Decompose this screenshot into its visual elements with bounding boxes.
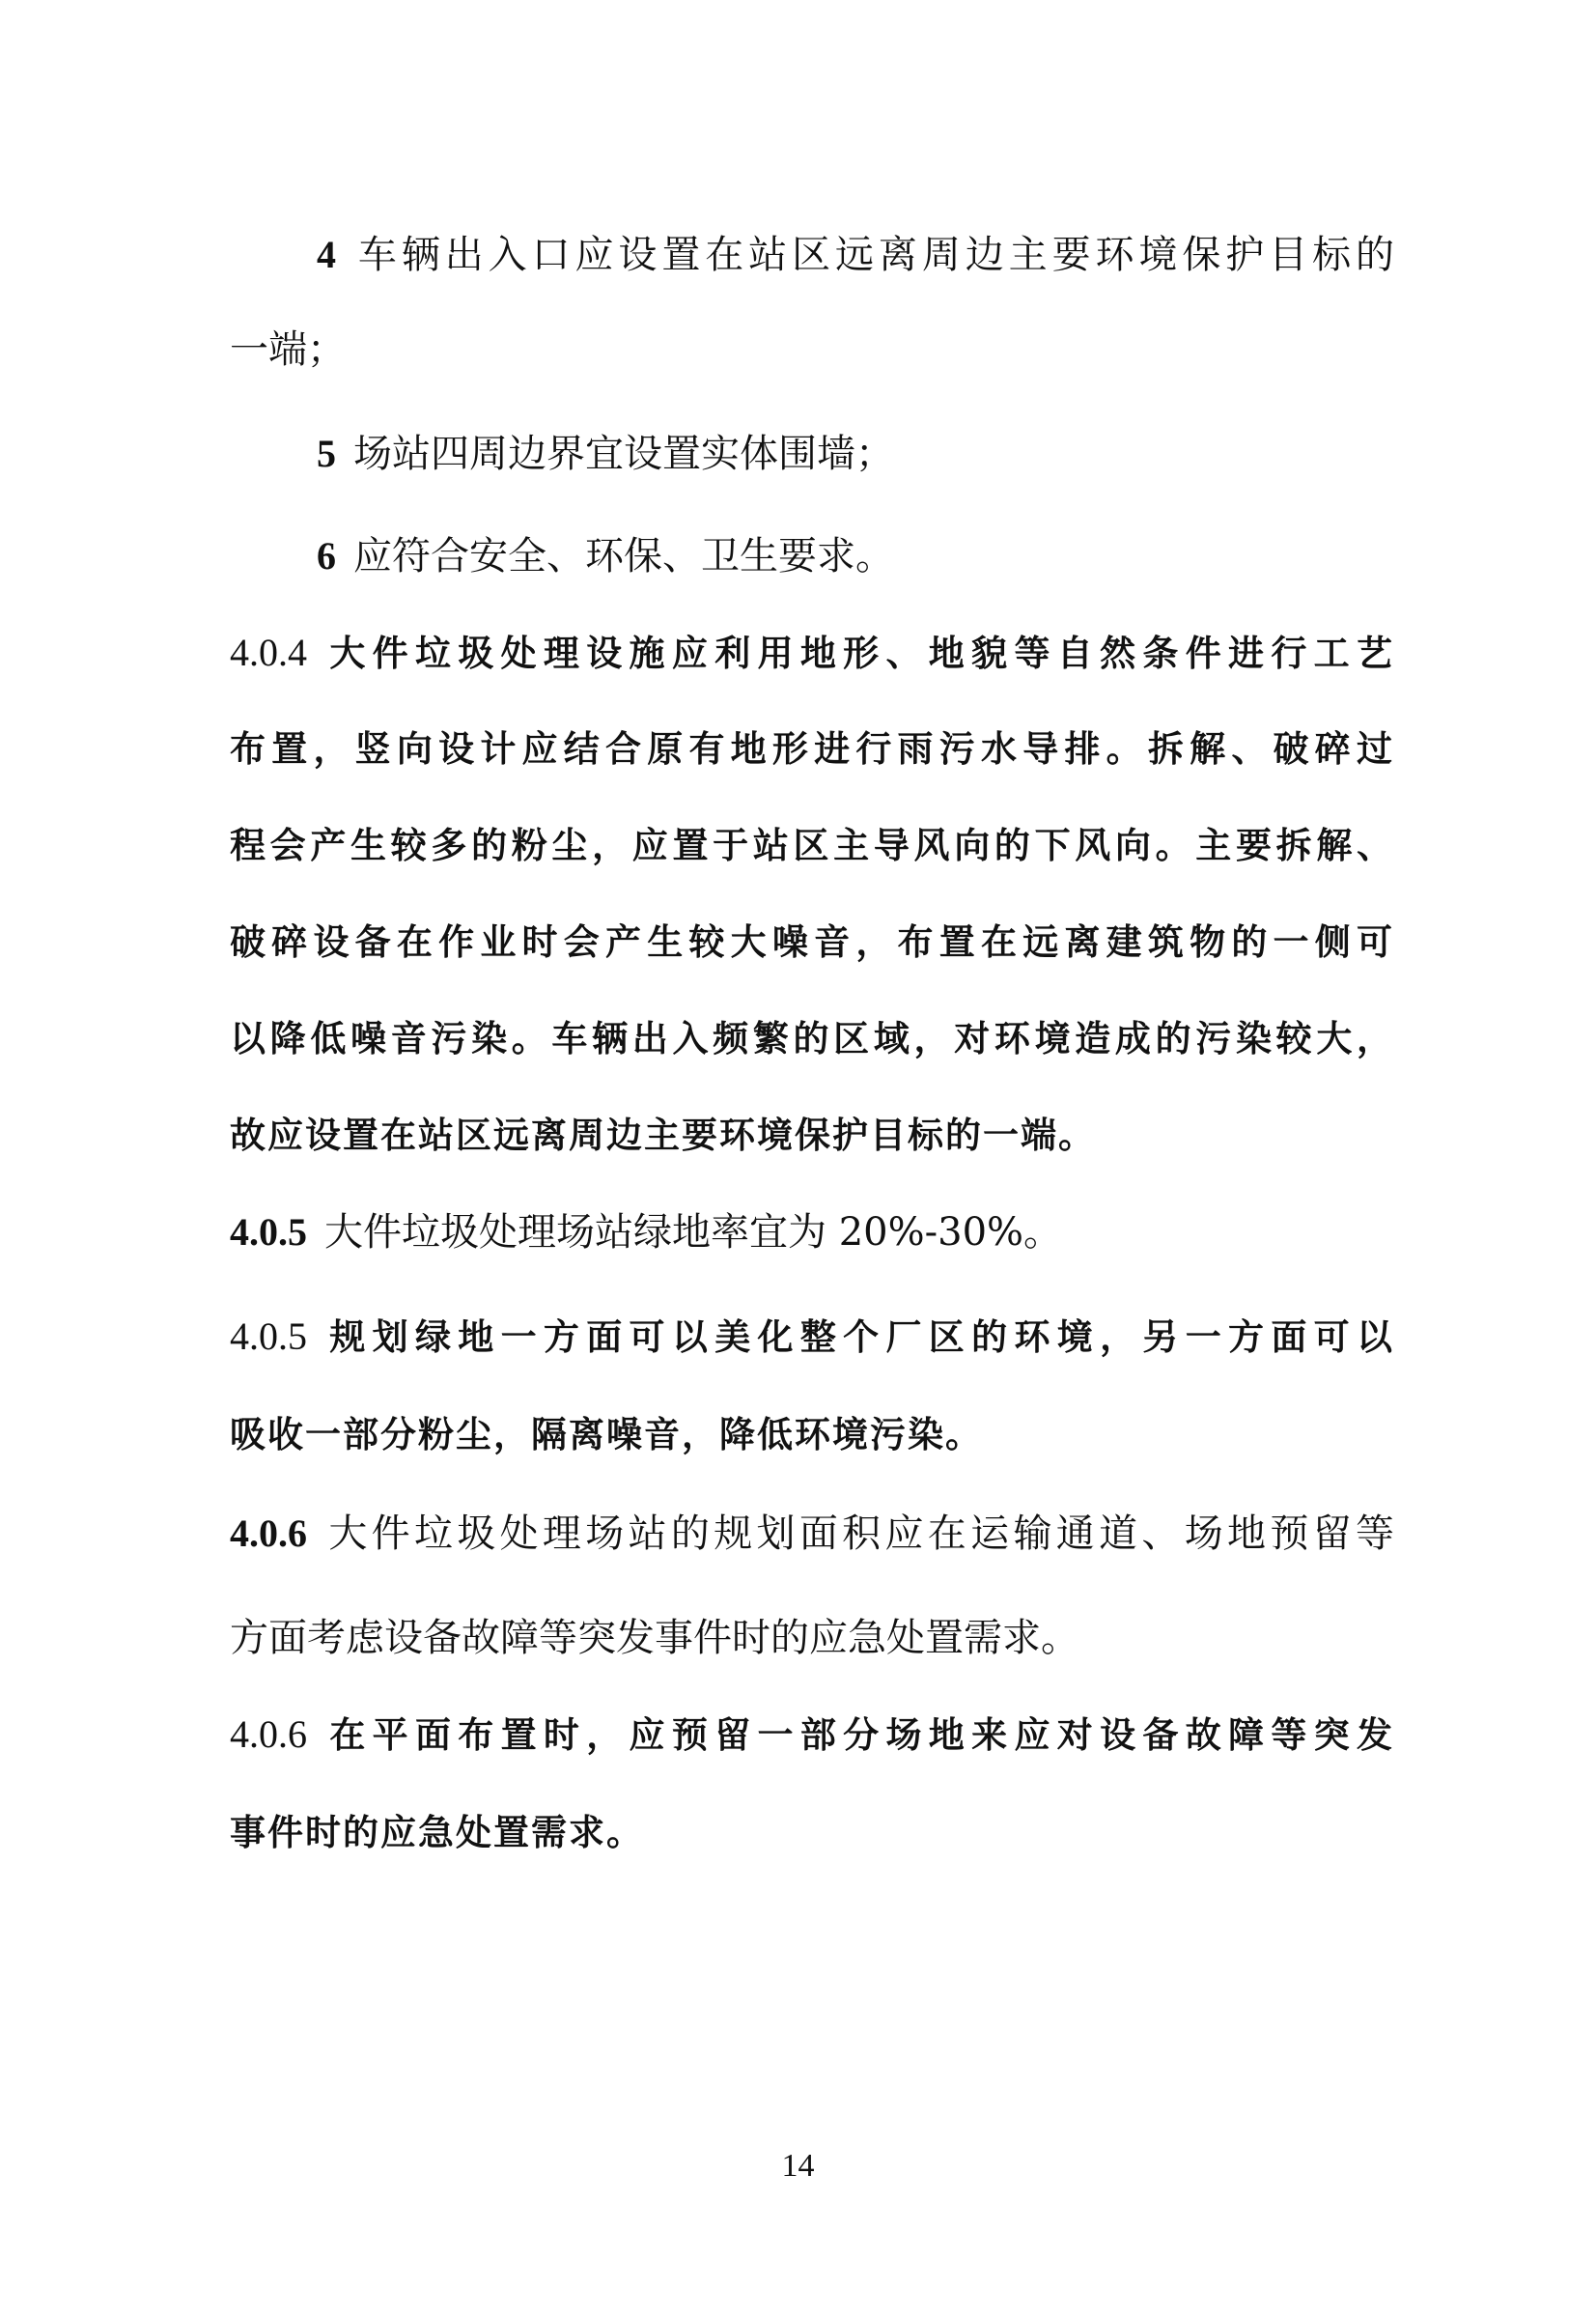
item-6: [317, 533, 894, 579]
clause-405-number: 4.0.5: [230, 1210, 307, 1254]
expl-405-line-1: [230, 1313, 1394, 1360]
expl-404-number: 4.0.4: [230, 631, 307, 674]
expl-404-text-4: 破碎设备在作业时会产生较大噪音，布置在远离建筑物的一侧可: [230, 921, 1394, 963]
expl-405-text-2: 吸收一部分粉尘，隔离噪音，降低环境污染。: [230, 1414, 983, 1455]
expl-404-line-4: [230, 919, 1394, 966]
expl-406-line-2: [230, 1810, 644, 1856]
item-4-line-2: [230, 326, 346, 373]
expl-404-text: 大件垃圾处理设施应利用地形、地貌等自然条件进行工艺: [324, 633, 1394, 674]
item-6-number: 6: [317, 534, 336, 578]
clause-406-line-2: [230, 1615, 1079, 1661]
clause-405: [230, 1209, 1062, 1256]
expl-406-number: 4.0.6: [230, 1712, 307, 1756]
expl-404-line-6: [230, 1113, 1096, 1159]
expl-404-text-2: 布置，竖向设计应结合原有地形进行雨污水导排。拆解、破碎过: [230, 728, 1394, 770]
item-5-text: 场站四周边界宜设置实体围墙；: [353, 432, 894, 476]
expl-405-line-2: [230, 1412, 983, 1458]
expl-406-text-2: 事件时的应急处置需求。: [230, 1812, 644, 1853]
page-number: 14: [781, 2148, 815, 2184]
expl-406-text: 在平面布置时，应预留一部分场地来应对设备故障等突发: [324, 1714, 1394, 1756]
item-4-text: 车辆出入口应设置在站区远离周边主要环境保护目标的: [353, 233, 1394, 277]
item-4-text-cont: 一端；: [230, 327, 346, 372]
expl-404-line-5: [230, 1016, 1394, 1062]
expl-404-line-2: [230, 726, 1394, 773]
clause-406-number: 4.0.6: [230, 1511, 307, 1555]
expl-404-line-1: [230, 630, 1394, 676]
expl-404-text-3: 程会产生较多的粉尘，应置于站区主导风向的下风向。主要拆解、: [230, 825, 1394, 866]
clause-406-text-2: 方面考虑设备故障等突发事件时的应急处置需求。: [230, 1616, 1079, 1660]
expl-404-line-3: [230, 823, 1394, 869]
expl-405-text: 规划绿地一方面可以美化整个厂区的环境，另一方面可以: [324, 1316, 1394, 1358]
item-4-line-1: [230, 232, 1394, 278]
item-5: [317, 431, 894, 477]
expl-405-number: 4.0.5: [230, 1314, 307, 1358]
item-4-number: 4: [317, 233, 336, 276]
item-5-number: 5: [317, 432, 336, 475]
expl-404-text-5: 以降低噪音污染。车辆出入频繁的区域，对环境造成的污染较大，: [230, 1018, 1394, 1059]
clause-406-line-1: [230, 1511, 1394, 1557]
clause-405-text: 大件垃圾处理场站绿地率宜为 20%-30%。: [324, 1210, 1063, 1255]
expl-404-text-6: 故应设置在站区远离周边主要环境保护目标的一端。: [230, 1115, 1096, 1156]
clause-406-text: 大件垃圾处理场站的规划面积应在运输通道、场地预留等: [324, 1511, 1394, 1556]
item-6-text: 应符合安全、环保、卫生要求。: [353, 534, 894, 579]
expl-406-line-1: [230, 1711, 1394, 1758]
